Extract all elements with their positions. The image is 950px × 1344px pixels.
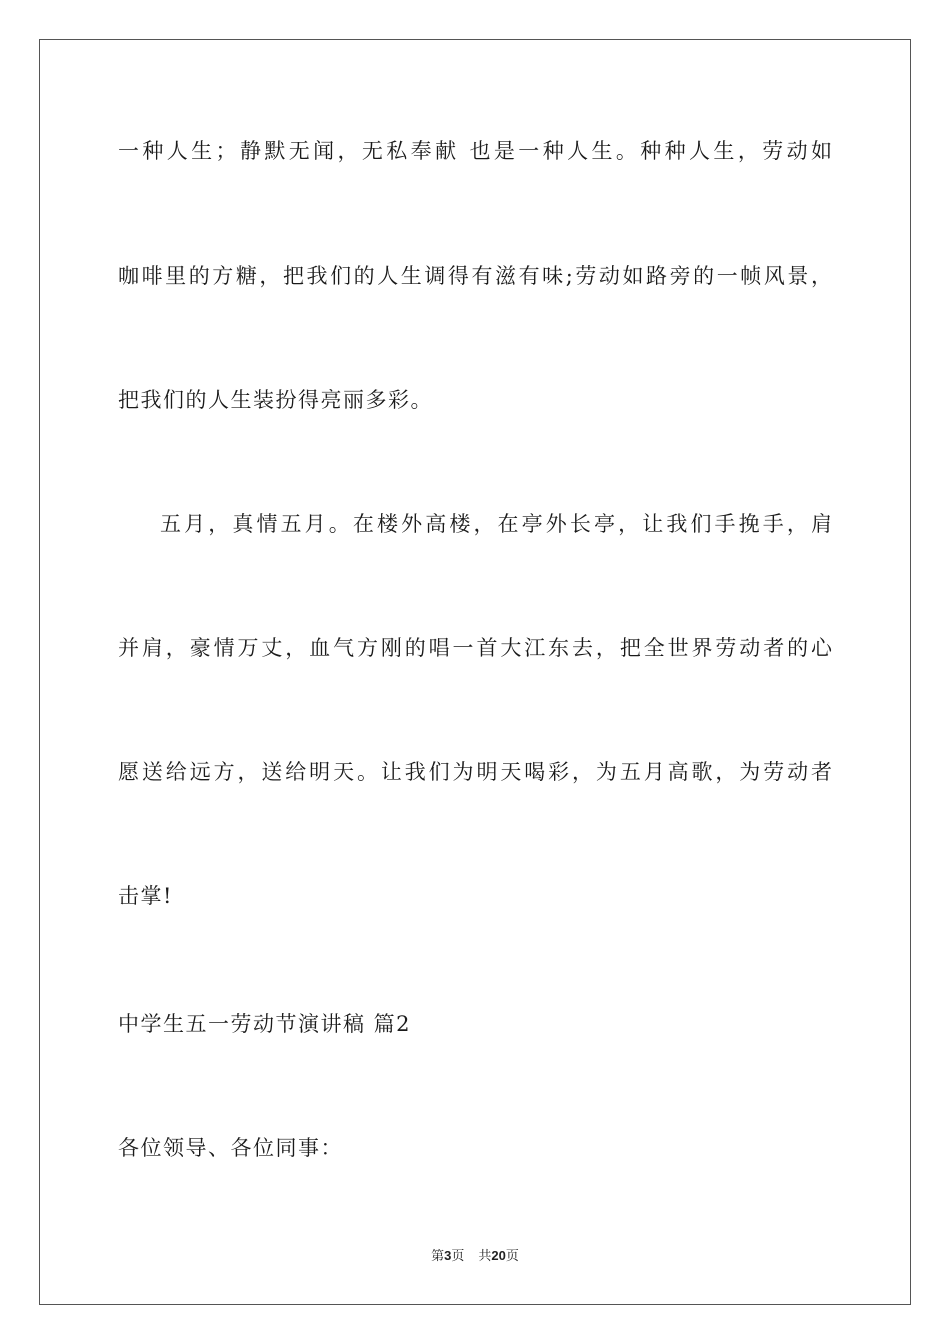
page-number: 3 (444, 1248, 452, 1263)
body-line: 一种人生；静默无闻，无私奉献 也是一种人生。种种人生，劳动如 (118, 139, 832, 163)
body-line: 并肩，豪情万丈，血气方刚的唱一首大江东去，把全世界劳动者的心 (118, 636, 832, 660)
body-line: 愿送给远方，送给明天。让我们为明天喝彩，为五月高歌，为劳动者 (118, 760, 832, 784)
body-line: 击掌! (118, 884, 173, 908)
page-suffix: 页 (451, 1249, 465, 1264)
page-border (39, 39, 911, 1305)
body-line: 咖啡里的方糖，把我们的人生调得有滋有味;劳动如路旁的一帧风景， (118, 264, 832, 288)
page-prefix: 第 (431, 1249, 445, 1264)
paragraph-first-line: 五月，真情五月。在楼外高楼，在亭外长亭，让我们手挽手，肩 (160, 512, 832, 536)
total-prefix: 共 (478, 1249, 492, 1264)
total-pages: 20 (491, 1248, 506, 1263)
page-footer (0, 1247, 950, 1266)
total-suffix: 页 (505, 1249, 519, 1264)
section-heading: 中学生五一劳动节演讲稿 篇2 (118, 1012, 412, 1036)
body-line: 把我们的人生装扮得亮丽多彩。 (118, 388, 433, 412)
salutation: 各位领导、各位同事： (118, 1136, 343, 1160)
